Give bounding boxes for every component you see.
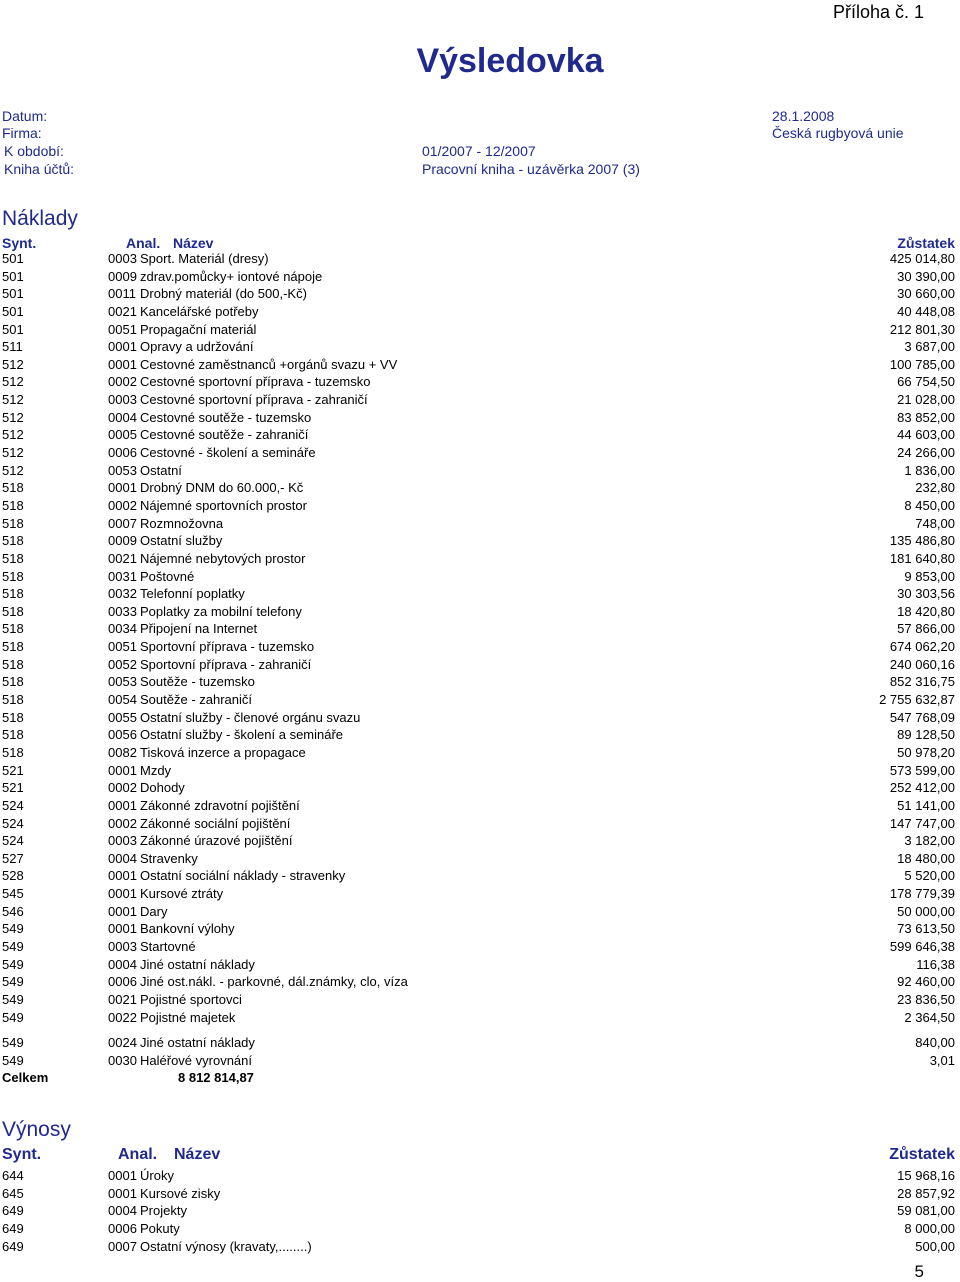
balance-cell: 181 640,80 — [889, 550, 955, 566]
balance-cell: 500,00 — [915, 1238, 955, 1254]
table-row — [0, 903, 960, 921]
balance-cell: 50 978,20 — [897, 744, 955, 760]
col-balance: Zůstatek — [897, 235, 955, 251]
table-row — [0, 303, 960, 321]
table-row — [0, 797, 960, 815]
table-row — [0, 515, 960, 533]
balance-cell: 44 603,00 — [897, 427, 955, 443]
synt-cell: 518 — [2, 674, 24, 690]
synt-cell: 518 — [2, 727, 24, 743]
balance-cell: 573 599,00 — [889, 762, 955, 778]
synt-cell: 512 — [2, 462, 24, 478]
table-row — [0, 603, 960, 621]
table-row — [0, 585, 960, 603]
anal-cell: 0001 — [108, 762, 137, 778]
name-cell: Zákonné úrazové pojištění — [140, 833, 293, 849]
table-row — [0, 867, 960, 885]
name-cell: Soutěže - zahraničí — [140, 692, 253, 708]
synt-cell: 549 — [2, 956, 24, 972]
table-row — [0, 1185, 960, 1203]
synt-cell: 512 — [2, 445, 24, 461]
firm-value: Česká rugbyová unie — [772, 125, 904, 141]
anal-cell: 0004 — [108, 850, 137, 866]
name-cell: Připojení na Internet — [140, 621, 258, 637]
table-row — [0, 620, 960, 638]
revenues-heading: Výnosy — [2, 1118, 71, 1141]
anal-cell: 0056 — [108, 727, 137, 743]
table-row — [0, 638, 960, 656]
balance-cell: 50 000,00 — [897, 903, 955, 919]
synt-cell: 524 — [2, 815, 24, 831]
name-cell: Kancelářské potřeby — [140, 303, 259, 319]
costs-table-body — [0, 250, 960, 1026]
balance-cell: 3,01 — [929, 1052, 955, 1068]
ledger-label: Kniha účtů: — [4, 161, 75, 177]
name-cell: Poštovné — [140, 568, 195, 584]
anal-cell: 0053 — [108, 462, 137, 478]
name-cell: Jiné ost.nákl. - parkovné, dál.známky, clo, víza — [140, 974, 408, 990]
synt-cell: 518 — [2, 744, 24, 760]
synt-cell: 518 — [2, 497, 24, 513]
balance-cell: 8 450,00 — [904, 497, 955, 513]
anal-cell: 0021 — [108, 991, 137, 1007]
anal-cell: 0022 — [108, 1009, 137, 1025]
balance-cell: 15 968,16 — [897, 1168, 955, 1183]
balance-cell: 23 836,50 — [897, 991, 955, 1007]
name-cell: Haléřové vyrovnání — [140, 1052, 252, 1068]
total-label: Celkem — [2, 1070, 49, 1085]
balance-cell: 2 364,50 — [904, 1009, 955, 1025]
balance-cell: 18 420,80 — [897, 603, 955, 619]
name-cell: Úroky — [140, 1168, 174, 1183]
synt-cell: 549 — [2, 921, 24, 937]
name-cell: Pojistné sportovci — [140, 991, 242, 1007]
anal-cell: 0001 — [108, 1185, 137, 1201]
anal-cell: 0002 — [108, 374, 137, 390]
table-row — [0, 815, 960, 833]
table-row — [0, 321, 960, 339]
balance-cell: 116,38 — [916, 956, 955, 972]
balance-cell: 100 785,00 — [889, 356, 955, 372]
name-cell: Ostatní služby - školení a semináře — [140, 727, 344, 743]
table-row — [0, 744, 960, 762]
balance-cell: 30 303,56 — [897, 586, 955, 602]
table-row — [0, 938, 960, 956]
anal-cell: 0024 — [108, 1035, 137, 1050]
synt-cell: 549 — [2, 974, 24, 990]
anal-cell: 0001 — [108, 903, 137, 919]
synt-cell: 501 — [2, 286, 24, 302]
balance-cell: 89 128,50 — [897, 727, 955, 743]
table-row — [0, 779, 960, 797]
anal-cell: 0004 — [108, 956, 137, 972]
period-label: K období: — [4, 143, 64, 159]
synt-cell: 501 — [2, 251, 24, 266]
col-name: Název — [174, 1146, 221, 1163]
balance-cell: 1 836,00 — [904, 462, 955, 478]
name-cell: Jiné ostatní náklady — [140, 956, 255, 972]
balance-cell: 2 755 632,87 — [879, 692, 955, 708]
name-cell: Dary — [140, 903, 168, 919]
table-row — [0, 1220, 960, 1238]
table-row — [0, 532, 960, 550]
synt-cell: 549 — [2, 938, 24, 954]
name-cell: Opravy a udržování — [140, 339, 254, 355]
table-row — [0, 832, 960, 850]
table-row — [0, 479, 960, 497]
name-cell: Kursové ztráty — [140, 886, 224, 902]
table-row — [0, 550, 960, 568]
synt-cell: 512 — [2, 392, 24, 408]
synt-cell: 511 — [2, 339, 23, 355]
balance-cell: 212 801,30 — [889, 321, 955, 337]
date-label: Datum: — [2, 108, 48, 124]
balance-cell: 748,00 — [915, 515, 955, 531]
balance-cell: 57 866,00 — [897, 621, 955, 637]
anal-cell: 0034 — [108, 621, 137, 637]
table-row — [0, 1034, 960, 1052]
col-balance: Zůstatek — [889, 1146, 955, 1163]
table-row — [0, 709, 960, 727]
anal-cell: 0003 — [108, 938, 137, 954]
balance-cell: 92 460,00 — [897, 974, 955, 990]
balance-cell: 83 852,00 — [897, 409, 955, 425]
name-cell: Zákonné sociální pojištění — [140, 815, 291, 831]
table-row — [0, 268, 960, 286]
name-cell: Nájemné sportovních prostor — [140, 497, 307, 513]
synt-cell: 545 — [2, 886, 24, 902]
balance-cell: 425 014,80 — [889, 251, 955, 266]
table-row — [0, 568, 960, 586]
synt-cell: 549 — [2, 1052, 24, 1068]
anal-cell: 0051 — [108, 321, 137, 337]
table-row — [0, 691, 960, 709]
costs-heading: Náklady — [2, 207, 78, 230]
anal-cell: 0001 — [108, 886, 137, 902]
synt-cell: 518 — [2, 533, 24, 549]
anal-cell: 0033 — [108, 603, 137, 619]
name-cell: Ostatní výnosy (kravaty,........) — [140, 1238, 312, 1254]
anal-cell: 0055 — [108, 709, 137, 725]
anal-cell: 0001 — [108, 797, 137, 813]
anal-cell: 0053 — [108, 674, 137, 690]
synt-cell: 644 — [2, 1168, 24, 1183]
name-cell: Jiné ostatní náklady — [140, 1035, 255, 1050]
anal-cell: 0082 — [108, 744, 137, 760]
balance-cell: 18 480,00 — [897, 850, 955, 866]
anal-cell: 0004 — [108, 1203, 137, 1219]
balance-cell: 66 754,50 — [897, 374, 955, 390]
anal-cell: 0007 — [108, 1238, 137, 1254]
anal-cell: 0032 — [108, 586, 137, 602]
synt-cell: 521 — [2, 762, 24, 778]
synt-cell: 518 — [2, 603, 24, 619]
name-cell: zdrav.pomůcky+ iontové nápoje — [140, 268, 323, 284]
synt-cell: 546 — [2, 903, 24, 919]
table-row — [0, 373, 960, 391]
synt-cell: 649 — [2, 1203, 24, 1219]
col-synt: Synt. — [2, 1146, 42, 1163]
table-row — [0, 250, 960, 268]
balance-cell: 5 520,00 — [904, 868, 955, 884]
name-cell: Sport. Materiál (dresy) — [140, 251, 269, 266]
anal-cell: 0003 — [108, 392, 137, 408]
synt-cell: 528 — [2, 868, 24, 884]
name-cell: Cestovné sportovní příprava - zahraničí — [140, 392, 368, 408]
table-row — [0, 726, 960, 744]
balance-cell: 59 081,00 — [897, 1203, 955, 1219]
balance-cell: 24 266,00 — [897, 445, 955, 461]
synt-cell: 527 — [2, 850, 24, 866]
table-row — [0, 673, 960, 691]
name-cell: Cestovné sportovní příprava - tuzemsko — [140, 374, 371, 390]
balance-cell: 9 853,00 — [904, 568, 955, 584]
name-cell: Projekty — [140, 1203, 187, 1219]
balance-cell: 599 646,38 — [889, 938, 955, 954]
name-cell: Pojistné majetek — [140, 1009, 236, 1025]
anal-cell: 0009 — [108, 268, 137, 284]
anal-cell: 0001 — [108, 921, 137, 937]
table-row — [0, 426, 960, 444]
synt-cell: 512 — [2, 409, 24, 425]
balance-cell: 3 687,00 — [904, 339, 955, 355]
anal-cell: 0002 — [108, 780, 137, 796]
table-row — [0, 973, 960, 991]
synt-cell: 645 — [2, 1185, 24, 1201]
revenues-column-header — [0, 1146, 960, 1164]
costs-total-row — [0, 1070, 960, 1088]
synt-cell: 549 — [2, 991, 24, 1007]
name-cell: Ostatní služby - členové orgánu svazu — [140, 709, 361, 725]
anal-cell: 0006 — [108, 445, 137, 461]
balance-cell: 852 316,75 — [889, 674, 955, 690]
firm-label: Firma: — [2, 125, 42, 141]
anal-cell: 0051 — [108, 639, 137, 655]
name-cell: Zákonné zdravotní pojištění — [140, 797, 300, 813]
table-row — [0, 285, 960, 303]
attachment-label: Příloha č. 1 — [832, 2, 924, 22]
table-row — [0, 409, 960, 427]
synt-cell: 518 — [2, 586, 24, 602]
table-row — [0, 444, 960, 462]
table-row — [0, 850, 960, 868]
balance-cell: 3 182,00 — [904, 833, 955, 849]
synt-cell: 524 — [2, 833, 24, 849]
col-synt: Synt. — [2, 235, 37, 251]
synt-cell: 512 — [2, 427, 24, 443]
synt-cell: 549 — [2, 1009, 24, 1025]
synt-cell: 518 — [2, 656, 24, 672]
anal-cell: 0031 — [108, 568, 137, 584]
synt-cell: 501 — [2, 303, 24, 319]
table-row — [0, 762, 960, 780]
synt-cell: 518 — [2, 568, 24, 584]
balance-cell: 21 028,00 — [897, 392, 955, 408]
anal-cell: 0001 — [108, 356, 137, 372]
synt-cell: 524 — [2, 797, 24, 813]
synt-cell: 518 — [2, 709, 24, 725]
name-cell: Startovné — [140, 938, 196, 954]
table-row — [0, 991, 960, 1009]
table-row — [0, 656, 960, 674]
balance-cell: 840,00 — [915, 1035, 955, 1050]
balance-cell: 28 857,92 — [897, 1185, 955, 1201]
table-row — [0, 1202, 960, 1220]
table-row — [0, 1052, 960, 1070]
table-row — [0, 356, 960, 374]
synt-cell: 512 — [2, 374, 24, 390]
name-cell: Poplatky za mobilní telefony — [140, 603, 302, 619]
synt-cell: 649 — [2, 1238, 24, 1254]
name-cell: Drobný materiál (do 500,-Kč) — [140, 286, 307, 302]
table-row — [0, 391, 960, 409]
balance-cell: 40 448,08 — [897, 303, 955, 319]
name-cell: Pokuty — [140, 1220, 180, 1236]
name-cell: Sportovní příprava - tuzemsko — [140, 639, 315, 655]
table-row — [0, 956, 960, 974]
synt-cell: 518 — [2, 550, 24, 566]
table-row — [0, 1009, 960, 1027]
name-cell: Drobný DNM do 60.000,- Kč — [140, 480, 304, 496]
table-row — [0, 920, 960, 938]
costs-table-body-tail — [0, 1034, 960, 1069]
anal-cell: 0006 — [108, 974, 137, 990]
name-cell: Cestovné - školení a semináře — [140, 445, 316, 461]
synt-cell: 512 — [2, 356, 24, 372]
balance-cell: 240 060,16 — [889, 656, 955, 672]
name-cell: Soutěže - tuzemsko — [140, 674, 255, 690]
name-cell: Propagační materiál — [140, 321, 257, 337]
anal-cell: 0006 — [108, 1220, 137, 1236]
anal-cell: 0005 — [108, 427, 137, 443]
name-cell: Rozmnožovna — [140, 515, 224, 531]
name-cell: Kursové zisky — [140, 1185, 221, 1201]
name-cell: Mzdy — [140, 762, 172, 778]
anal-cell: 0002 — [108, 497, 137, 513]
col-name: Název — [173, 235, 214, 251]
synt-cell: 518 — [2, 639, 24, 655]
name-cell: Ostatní služby — [140, 533, 223, 549]
anal-cell: 0021 — [108, 303, 137, 319]
table-row — [0, 1238, 960, 1256]
name-cell: Cestovné zaměstnanců +orgánů svazu + VV — [140, 356, 398, 372]
balance-cell: 232,80 — [915, 480, 955, 496]
col-anal: Anal. — [126, 235, 161, 251]
table-row — [0, 338, 960, 356]
name-cell: Ostatní — [140, 462, 182, 478]
balance-cell: 178 779,39 — [889, 886, 955, 902]
balance-cell: 30 390,00 — [897, 268, 955, 284]
synt-cell: 549 — [2, 1035, 24, 1050]
name-cell: Telefonní poplatky — [140, 586, 245, 602]
synt-cell: 501 — [2, 321, 24, 337]
revenues-table-body — [0, 1167, 960, 1255]
anal-cell: 0003 — [108, 833, 137, 849]
synt-cell: 518 — [2, 515, 24, 531]
name-cell: Cestovné soutěže - zahraničí — [140, 427, 309, 443]
synt-cell: 521 — [2, 780, 24, 796]
name-cell: Nájemné nebytových prostor — [140, 550, 306, 566]
anal-cell: 0054 — [108, 692, 137, 708]
anal-cell: 0030 — [108, 1052, 137, 1068]
balance-cell: 51 141,00 — [897, 797, 955, 813]
synt-cell: 518 — [2, 692, 24, 708]
name-cell: Ostatní sociální náklady - stravenky — [140, 868, 346, 884]
page-number: 5 — [914, 1262, 924, 1281]
anal-cell: 0002 — [108, 815, 137, 831]
balance-cell: 252 412,00 — [889, 780, 955, 796]
anal-cell: 0052 — [108, 656, 137, 672]
name-cell: Bankovní výlohy — [140, 921, 235, 937]
anal-cell: 0001 — [108, 1168, 137, 1183]
balance-cell: 147 747,00 — [889, 815, 955, 831]
anal-cell: 0003 — [108, 251, 137, 266]
balance-cell: 547 768,09 — [889, 709, 955, 725]
anal-cell: 0011 — [108, 286, 136, 302]
ledger-value: Pracovní kniha - uzávěrka 2007 (3) — [422, 161, 640, 177]
anal-cell: 0007 — [108, 515, 137, 531]
name-cell: Cestovné soutěže - tuzemsko — [140, 409, 312, 425]
anal-cell: 0001 — [108, 480, 137, 496]
table-row — [0, 1167, 960, 1185]
table-row — [0, 885, 960, 903]
anal-cell: 0021 — [108, 550, 137, 566]
balance-cell: 30 660,00 — [897, 286, 955, 302]
table-row — [0, 497, 960, 515]
name-cell: Sportovní příprava - zahraničí — [140, 656, 312, 672]
total-value: 8 812 814,87 — [178, 1070, 254, 1085]
synt-cell: 649 — [2, 1220, 24, 1236]
name-cell: Dohody — [140, 780, 185, 796]
balance-cell: 73 613,50 — [897, 921, 955, 937]
anal-cell: 0001 — [108, 339, 137, 355]
name-cell: Stravenky — [140, 850, 198, 866]
balance-cell: 135 486,80 — [889, 533, 955, 549]
col-anal: Anal. — [118, 1146, 158, 1163]
date-value: 28.1.2008 — [772, 108, 835, 124]
synt-cell: 501 — [2, 268, 24, 284]
synt-cell: 518 — [2, 621, 24, 637]
anal-cell: 0004 — [108, 409, 137, 425]
synt-cell: 518 — [2, 480, 24, 496]
table-row — [0, 462, 960, 480]
anal-cell: 0009 — [108, 533, 137, 549]
page-title: Výsledovka — [416, 42, 604, 80]
anal-cell: 0001 — [108, 868, 137, 884]
name-cell: Tisková inzerce a propagace — [140, 744, 306, 760]
period-value: 01/2007 - 12/2007 — [422, 143, 536, 159]
balance-cell: 8 000,00 — [904, 1220, 955, 1236]
balance-cell: 674 062,20 — [889, 639, 955, 655]
